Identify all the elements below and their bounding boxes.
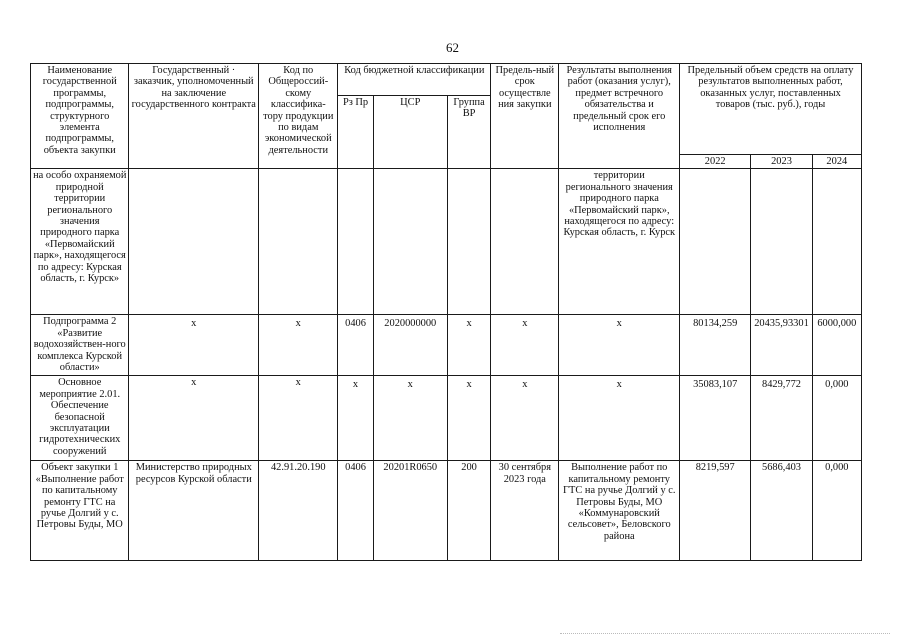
header-budget-code: Код бюджетной классификации bbox=[338, 64, 491, 96]
cell-name: на особо охраняемой природной территории регионального значения природного парка «Первомайский парк», находящегося по адресу: Курская область, г. Курск» bbox=[31, 169, 129, 315]
cell-2024: 0,000 bbox=[812, 461, 861, 561]
cell-2022: 8219,597 bbox=[680, 461, 751, 561]
cell-term bbox=[491, 169, 559, 315]
cell-2023 bbox=[751, 169, 812, 315]
procurement-table bbox=[30, 63, 862, 561]
table-row bbox=[31, 376, 862, 461]
cell-2024 bbox=[812, 169, 861, 315]
cell-customer: Министерство природных ресурсов Курской области bbox=[129, 461, 259, 561]
cell-2024: 6000,000 bbox=[812, 315, 861, 376]
cell-result: x bbox=[559, 315, 680, 376]
cell-okpd: x bbox=[259, 376, 338, 461]
cell-result: Выполнение работ по капитальному ремонту ГТС на ручье Долгий у с. Петровы Буды, МО «Коммунаровский сельсовет», Беловского района bbox=[559, 461, 680, 561]
cell-2022: 35083,107 bbox=[680, 376, 751, 461]
scan-artifact bbox=[560, 633, 890, 636]
cell-result: x bbox=[559, 376, 680, 461]
cell-2024: 0,000 bbox=[812, 376, 861, 461]
cell-okpd: 42.91.20.190 bbox=[259, 461, 338, 561]
header-term: Предель-ный срок осуществле ния закупки bbox=[491, 64, 559, 169]
header-okpd: Код по Общероссий-скому классифика-тору продукции по видам экономической деятельности bbox=[259, 64, 338, 169]
table-row bbox=[31, 315, 862, 376]
cell-csr: 20201R0650 bbox=[373, 461, 447, 561]
header-rz-pr: Рз Пр bbox=[338, 96, 373, 169]
cell-rz-pr: x bbox=[338, 376, 373, 461]
cell-okpd bbox=[259, 169, 338, 315]
cell-csr: 2020000000 bbox=[373, 315, 447, 376]
table-row bbox=[31, 461, 862, 561]
cell-csr: x bbox=[373, 376, 447, 461]
cell-customer bbox=[129, 169, 259, 315]
cell-2023: 5686,403 bbox=[751, 461, 812, 561]
cell-term: x bbox=[491, 376, 559, 461]
header-csr: ЦСР bbox=[373, 96, 447, 169]
cell-2023: 8429,772 bbox=[751, 376, 812, 461]
cell-2022: 80134,259 bbox=[680, 315, 751, 376]
cell-rz-pr bbox=[338, 169, 373, 315]
cell-vr: 200 bbox=[447, 461, 490, 561]
table-row bbox=[31, 169, 862, 315]
header-customer: Государственный · заказчик, уполномоченный на заключение государственного контракта bbox=[129, 64, 259, 169]
cell-result: территории регионального значения природного парка «Первомайский парк», находящегося по адресу: Курская область, г. Курск bbox=[559, 169, 680, 315]
cell-rz-pr: 0406 bbox=[338, 461, 373, 561]
cell-csr bbox=[373, 169, 447, 315]
cell-vr bbox=[447, 169, 490, 315]
cell-rz-pr: 0406 bbox=[338, 315, 373, 376]
cell-term: 30 сентября 2023 года bbox=[491, 461, 559, 561]
cell-name: Основное мероприятие 2.01. Обеспечение безопасной эксплуатации гидротехнических сооружений bbox=[31, 376, 129, 461]
cell-okpd: x bbox=[259, 315, 338, 376]
header-name: Наименование государственной программы, подпрограммы, структурного элемента подпрограммы, объекта закупки bbox=[31, 64, 129, 169]
cell-customer: x bbox=[129, 376, 259, 461]
cell-2022 bbox=[680, 169, 751, 315]
header-vr: Группа ВР bbox=[447, 96, 490, 169]
header-year-2024: 2024 bbox=[812, 155, 861, 169]
cell-vr: x bbox=[447, 376, 490, 461]
cell-customer: x bbox=[129, 315, 259, 376]
cell-name: Подпрограмма 2 «Развитие водохозяйствен-ного комплекса Курской области» bbox=[31, 315, 129, 376]
cell-term: x bbox=[491, 315, 559, 376]
header-row-1 bbox=[31, 64, 862, 96]
page-number: 62 bbox=[446, 40, 459, 55]
header-year-2022: 2022 bbox=[680, 155, 751, 169]
cell-vr: x bbox=[447, 315, 490, 376]
header-results: Результаты выполнения работ (оказания услуг), предмет встречного обязательства и предельный срок его исполнения bbox=[559, 64, 680, 169]
header-volume: Предельный объем средств на оплату результатов выполненных работ, оказанных услуг, поставленных товаров (тыс. руб.), годы bbox=[680, 64, 862, 155]
header-year-2023: 2023 bbox=[751, 155, 812, 169]
cell-2023: 20435,93301 bbox=[751, 315, 812, 376]
cell-name: Объект закупки 1 «Выполнение работ по капитальному ремонту ГТС на ручье Долгий у с. Петровы Буды, МО bbox=[31, 461, 129, 561]
